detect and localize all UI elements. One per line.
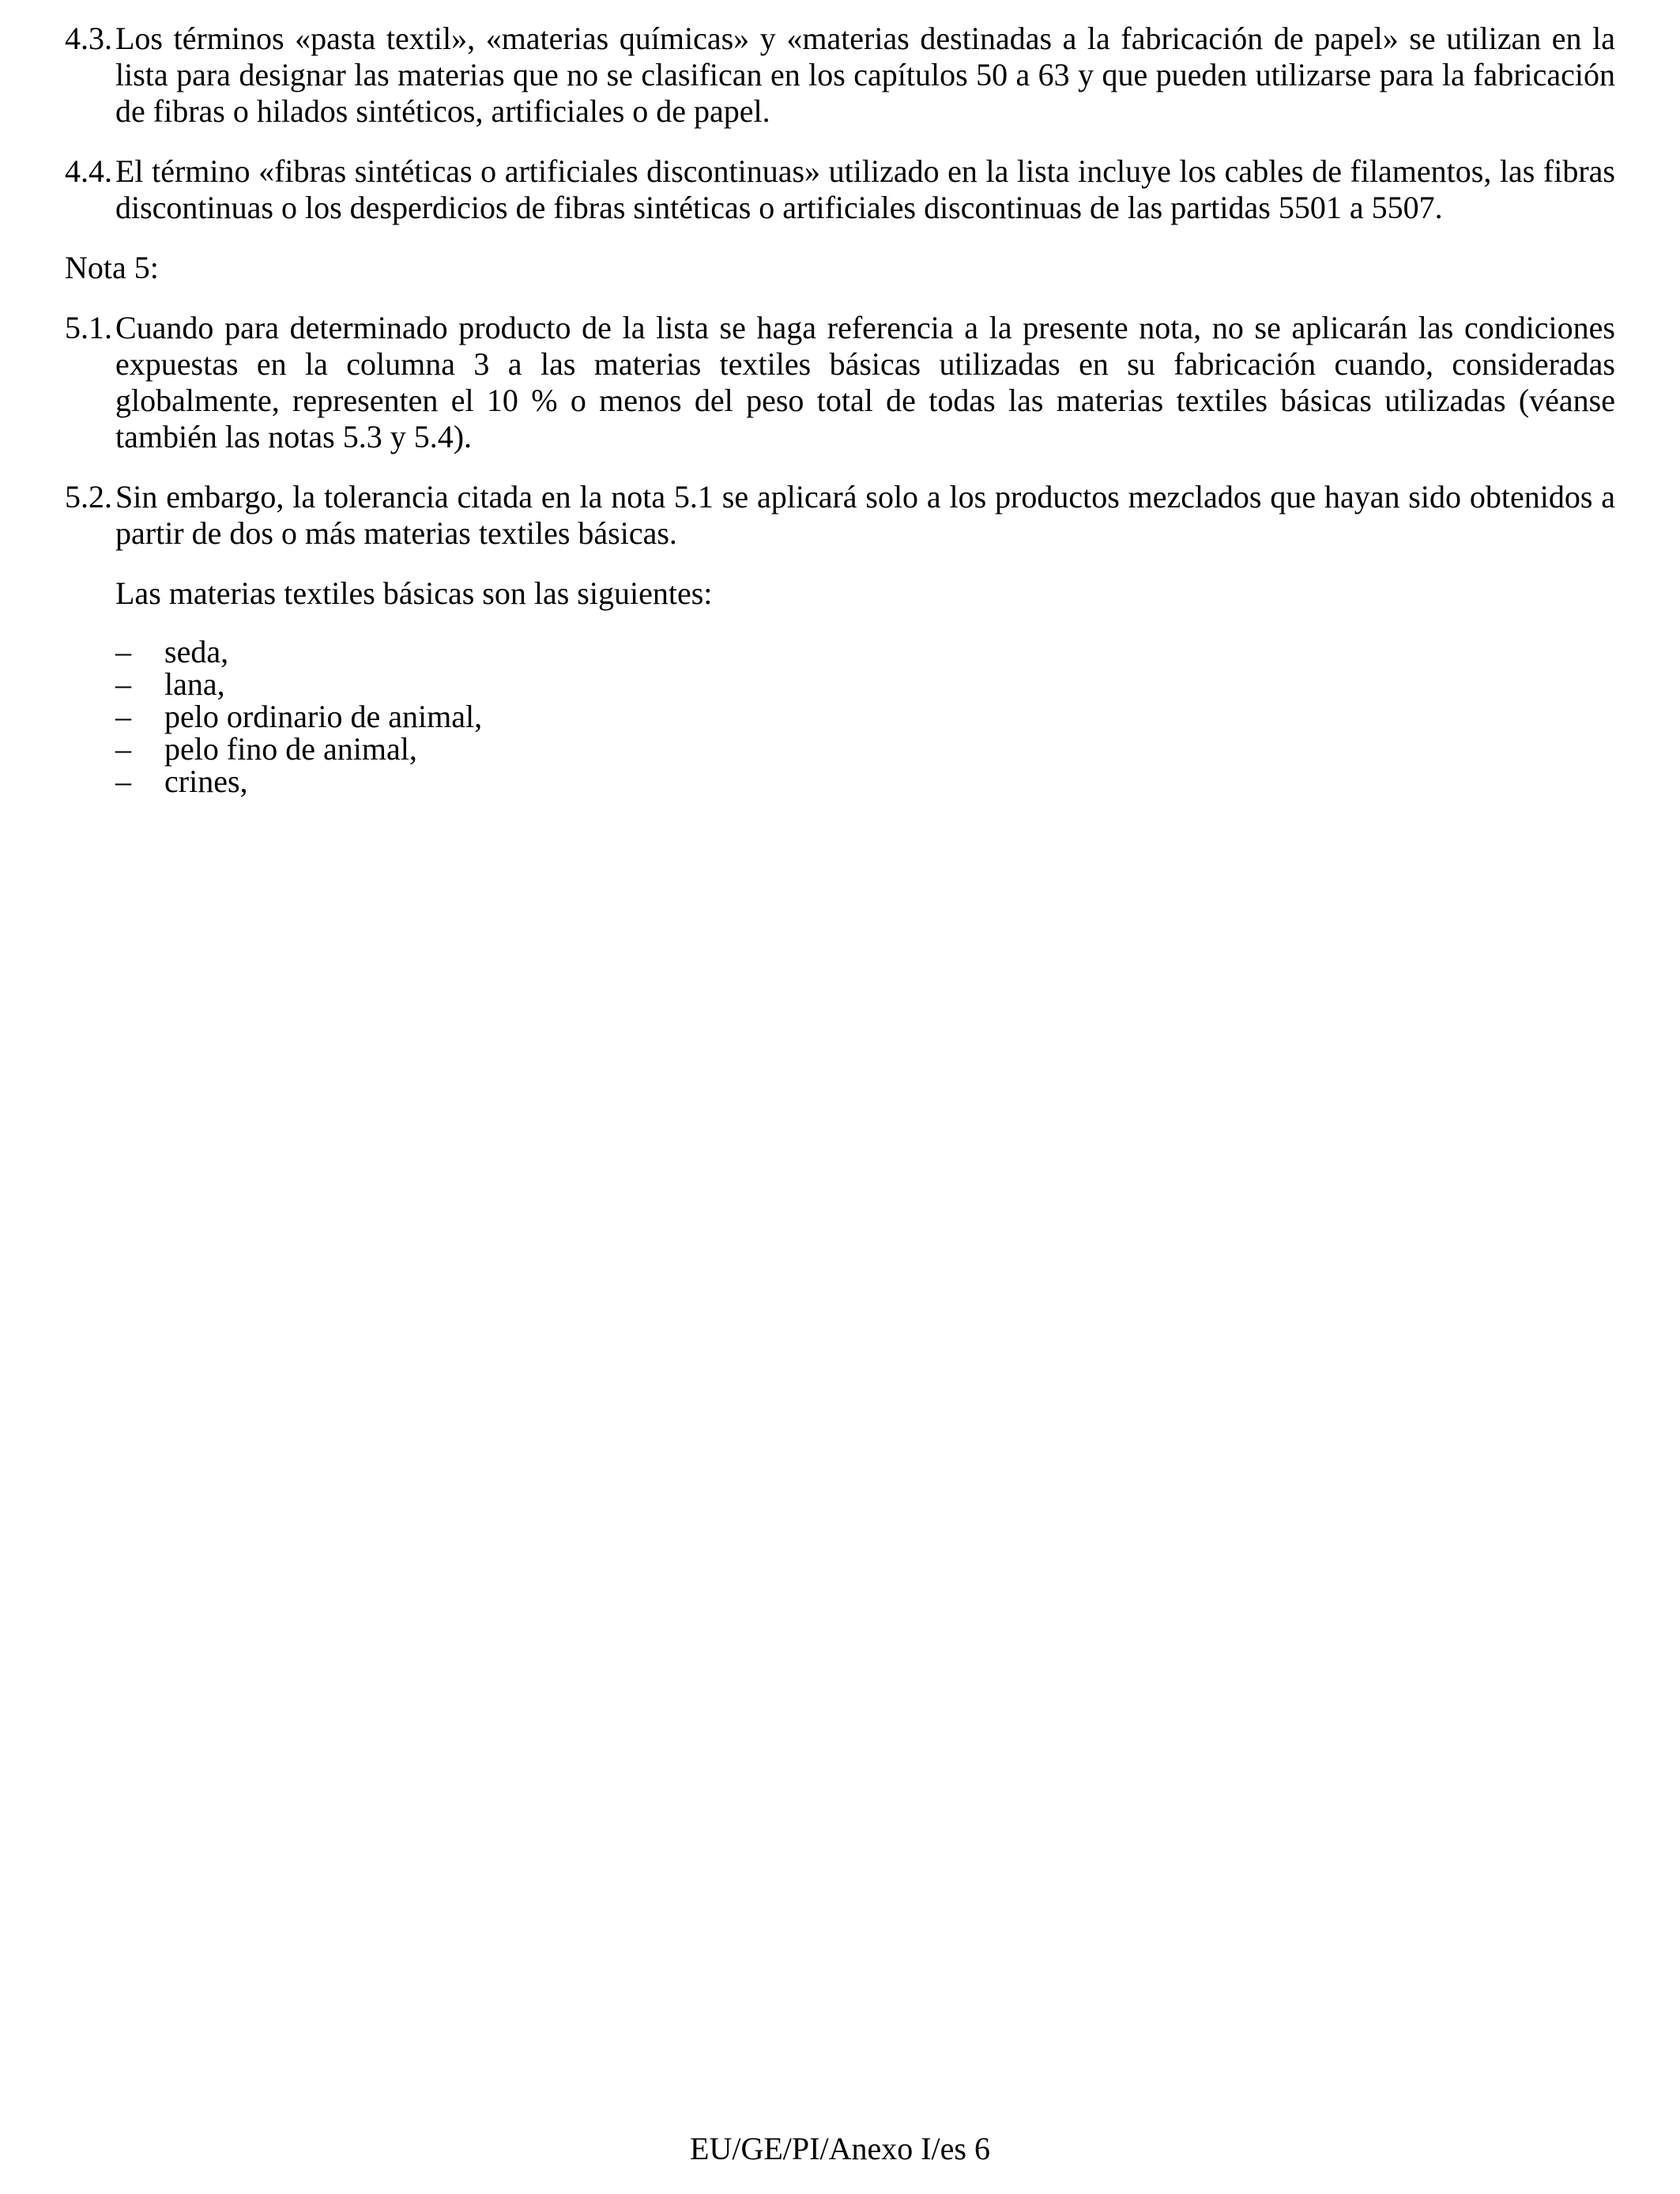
paragraph-4-4: [65, 153, 1615, 226]
paragraph-4-3: [65, 21, 1615, 130]
page-footer: EU/GE/PI/Anexo I/es 6: [690, 2131, 990, 2166]
paragraph-number-5-2: 5.2.: [65, 479, 112, 515]
paragraph-number-5-1: 5.1.: [65, 310, 112, 345]
paragraph-text-5-2: Sin embargo, la tolerancia citada en la nota 5.1 se aplicará solo a los productos mezclados que hayan sido obtenidos a partir de dos o más materias textiles básicas.: [115, 479, 1615, 551]
paragraph-text-4-3: Los términos «pasta textil», «materias químicas» y «materias destinadas a la fabricación de papel» se utilizan en la lista para designar las materias que no se clasifican en los capítulos 50 a 63 y que pueden utilizarse para la fabricación de fibras o hilados sintéticos, artificiales o de papel.: [115, 21, 1615, 129]
list-item-seda: [115, 635, 1615, 668]
list-item-label: lana,: [164, 666, 225, 702]
list-item-pelo-fino: [115, 733, 1615, 765]
list-item-label: pelo ordinario de animal,: [164, 699, 483, 734]
dash-bullet: –: [115, 731, 131, 767]
list-item-label: pelo fino de animal,: [164, 731, 417, 767]
paragraph-text-5-1: Cuando para determinado producto de la lista se haga referencia a la presente nota, no se aplicarán las condiciones expuestas en la columna 3 a las materias textiles básicas utilizadas en su fabricación cuando, consideradas globalmente, representen el 10 % o menos del peso total de todas las materias textiles básicas utilizadas (véanse también las notas 5.3 y 5.4).: [115, 310, 1615, 454]
basic-materials-list: [115, 635, 1615, 797]
dash-bullet: –: [115, 763, 131, 799]
dash-bullet: –: [115, 699, 131, 734]
list-item-pelo-ordinario: [115, 700, 1615, 733]
paragraph-5-2: [65, 479, 1615, 552]
nota-5-heading: Nota 5:: [65, 250, 159, 285]
paragraph-number-4-3: 4.3.: [65, 21, 112, 56]
dash-bullet: –: [115, 634, 131, 669]
dash-bullet: –: [115, 666, 131, 702]
list-item-label: crines,: [164, 763, 248, 799]
list-item-crines: [115, 765, 1615, 797]
paragraph-text-4-4: El término «fibras sintéticas o artificiales discontinuas» utilizado en la lista incluye los cables de filamentos, las fibras discontinuas o los desperdicios de fibras sintéticas o artificiales discontinuas de las partidas 5501 a 5507.: [115, 153, 1615, 225]
list-item-lana: [115, 668, 1615, 700]
paragraph-5-1: [65, 310, 1615, 455]
list-item-label: seda,: [164, 634, 229, 669]
basic-materials-intro: Las materias textiles básicas son las siguientes:: [115, 575, 713, 611]
paragraph-number-4-4: 4.4.: [65, 153, 112, 189]
